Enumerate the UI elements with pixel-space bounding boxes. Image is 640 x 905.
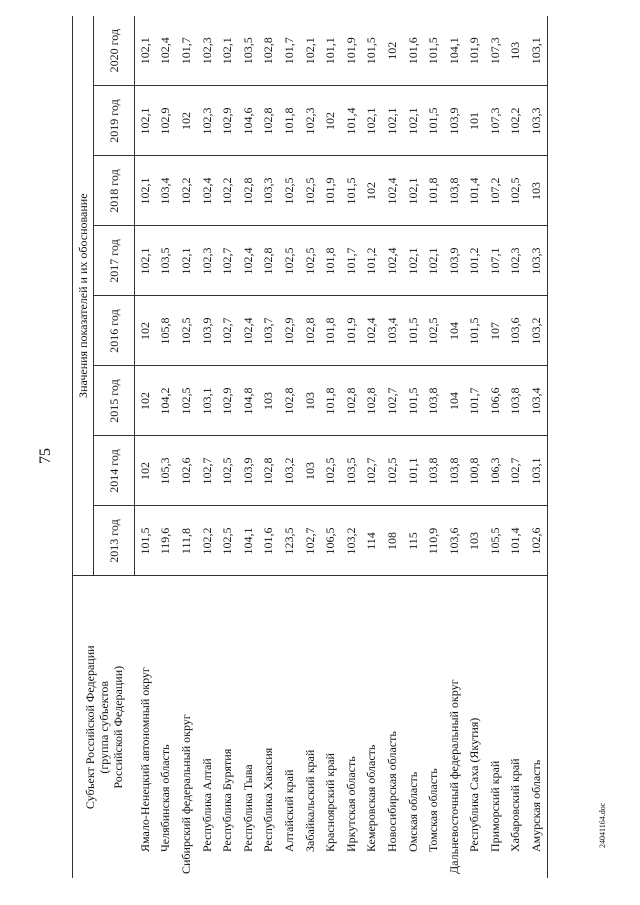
value-cell: 102,4 [362, 296, 383, 366]
value-cell: 104,8 [238, 366, 259, 436]
value-cell: 102,5 [279, 156, 300, 226]
value-cell: 103,2 [279, 436, 300, 506]
value-cell: 102,7 [506, 436, 527, 506]
table-row [382, 16, 403, 878]
value-cell: 103,3 [259, 156, 280, 226]
value-cell: 101,5 [403, 296, 424, 366]
subject-header-line-3: Российской Федерации) [110, 665, 125, 789]
value-cell: 103,5 [341, 436, 362, 506]
value-cell: 101,5 [426, 37, 441, 65]
indicator-table [72, 16, 548, 878]
value-cell: 103 [259, 366, 280, 436]
year-header: 2019 год [94, 86, 135, 156]
year-header: 2016 год [94, 296, 135, 366]
value-cell: 103,2 [526, 296, 547, 366]
table-row [300, 16, 321, 878]
value-cell: 102,1 [137, 37, 152, 65]
value-cell: 101,7 [178, 37, 193, 65]
year-header: 2020 год [94, 16, 135, 86]
subject-name-cell: Алтайский край [279, 576, 300, 878]
subject-name-cell: Хабаровский край [506, 576, 527, 878]
value-cell: 102,6 [526, 506, 547, 576]
value-cell: 106,6 [485, 366, 506, 436]
value-cell: 123,5 [279, 506, 300, 576]
value-cell: 101,5 [423, 86, 444, 156]
value-cell: 102,5 [176, 296, 197, 366]
value-cell: 102,9 [156, 86, 177, 156]
value-cell: 102,5 [300, 156, 321, 226]
year-header: 2018 год [94, 156, 135, 226]
value-cell: 102,9 [217, 86, 238, 156]
value-cell: 102,4 [158, 37, 173, 65]
table-row [444, 16, 465, 878]
value-cell: 102,9 [279, 296, 300, 366]
table-row [279, 16, 300, 878]
table-row [506, 16, 527, 878]
value-cell: 104,1 [446, 37, 461, 65]
value-cell: 103,8 [444, 436, 465, 506]
value-cell: 103,9 [444, 226, 465, 296]
value-cell: 101,5 [341, 156, 362, 226]
value-cell: 104,1 [238, 506, 259, 576]
value-cell: 101,5 [465, 296, 486, 366]
value-cell: 101,7 [281, 37, 296, 65]
value-cell: 101,1 [323, 37, 338, 65]
value-cell: 102,5 [217, 506, 238, 576]
value-cell: 103,5 [240, 37, 255, 65]
value-cell: 102,2 [217, 156, 238, 226]
value-cell: 105,8 [156, 296, 177, 366]
value-cell: 101,8 [320, 366, 341, 436]
table-row [135, 16, 156, 878]
subject-header-line-2: (группа субъектов [96, 680, 111, 774]
value-cell: 107,3 [485, 86, 506, 156]
value-cell: 101,9 [341, 296, 362, 366]
value-cell: 102,4 [238, 296, 259, 366]
subject-name-cell: Ямало-Ненецкий автономный округ [135, 576, 156, 878]
value-cell: 101,5 [135, 506, 156, 576]
table-row [485, 16, 506, 878]
footer-filename: 24041164.doc [598, 802, 607, 848]
value-cell: 103,6 [506, 296, 527, 366]
subject-name-cell: Омская область [403, 576, 424, 878]
value-cell: 102,1 [403, 156, 424, 226]
subject-name-cell: Республика Тыва [238, 576, 259, 878]
header-row-1 [73, 16, 94, 878]
value-cell: 103 [526, 156, 547, 226]
subject-name-cell: Томская область [423, 576, 444, 878]
table-row [403, 16, 424, 878]
table-row [217, 16, 238, 878]
value-cell: 103,3 [526, 226, 547, 296]
value-cell: 102,5 [217, 436, 238, 506]
value-cell: 102,4 [382, 156, 403, 226]
value-cell: 102,7 [300, 506, 321, 576]
value-cell: 101,7 [465, 366, 486, 436]
value-cell: 102,8 [259, 226, 280, 296]
value-cell: 102,5 [320, 436, 341, 506]
value-cell: 103,8 [423, 366, 444, 436]
value-cell: 104 [444, 296, 465, 366]
value-cell: 104 [444, 366, 465, 436]
subject-name-cell: Приморский край [485, 576, 506, 878]
subject-name-cell: Республика Алтай [197, 576, 218, 878]
value-cell: 102,8 [261, 37, 276, 65]
value-cell: 103 [465, 506, 486, 576]
value-cell: 102,5 [279, 226, 300, 296]
value-cell: 102,2 [197, 506, 218, 576]
subject-name-cell: Кемеровская область [362, 576, 383, 878]
value-cell: 102,3 [197, 226, 218, 296]
value-cell: 102,2 [506, 86, 527, 156]
table-row [526, 16, 547, 878]
value-cell: 103,9 [197, 296, 218, 366]
rotated-table-container [72, 16, 552, 878]
value-cell: 103,1 [526, 16, 547, 86]
subject-name-cell: Республика Хакасия [259, 576, 280, 878]
value-cell: 102 [135, 366, 156, 436]
value-cell: 107,1 [485, 226, 506, 296]
table-row [156, 16, 177, 878]
value-cell: 102 [362, 156, 383, 226]
value-cell: 102 [320, 86, 341, 156]
value-cell: 107 [485, 296, 506, 366]
value-cell: 103,7 [259, 296, 280, 366]
value-cell: 101,5 [403, 366, 424, 436]
subject-name-cell: Республика Бурятия [217, 576, 238, 878]
subject-name-cell: Красноярский край [320, 576, 341, 878]
value-cell: 119,6 [156, 506, 177, 576]
value-cell: 102,2 [176, 156, 197, 226]
table-row [423, 16, 444, 878]
value-cell: 102,1 [403, 86, 424, 156]
value-cell: 103,6 [444, 506, 465, 576]
value-cell: 102,1 [135, 86, 156, 156]
value-cell: 101,2 [465, 226, 486, 296]
subject-name-cell: Республика Саха (Якутия) [465, 576, 486, 878]
year-header: 2015 год [94, 366, 135, 436]
value-cell: 103,1 [197, 366, 218, 436]
value-cell: 102,7 [362, 436, 383, 506]
value-cell: 102,1 [220, 37, 235, 65]
table-row [465, 16, 486, 878]
value-cell: 108 [382, 506, 403, 576]
value-cell: 102,1 [423, 226, 444, 296]
value-cell: 103,4 [382, 296, 403, 366]
value-cell: 103,4 [156, 156, 177, 226]
value-cell: 102,5 [506, 156, 527, 226]
value-cell: 103,8 [444, 156, 465, 226]
value-cell: 103,3 [526, 86, 547, 156]
value-cell: 103,9 [444, 86, 465, 156]
value-cell: 103,8 [506, 366, 527, 436]
value-cell: 101,2 [362, 226, 383, 296]
value-cell: 103,9 [238, 436, 259, 506]
value-cell: 102,5 [300, 226, 321, 296]
subject-name-cell: Челябинская область [156, 576, 177, 878]
value-cell: 111,8 [176, 506, 197, 576]
value-cell: 103 [508, 41, 523, 60]
value-cell: 101 [465, 86, 486, 156]
value-cell: 102,1 [302, 37, 317, 65]
year-header: 2013 год [94, 506, 135, 576]
table-body [135, 16, 548, 878]
value-cell: 101,4 [341, 86, 362, 156]
value-cell: 106,3 [485, 436, 506, 506]
subject-header [73, 576, 135, 878]
value-cell: 102,1 [362, 86, 383, 156]
value-cell: 102,8 [362, 366, 383, 436]
value-cell: 102,8 [300, 296, 321, 366]
value-cell: 101,6 [259, 506, 280, 576]
value-cell: 102,5 [176, 366, 197, 436]
table-row [238, 16, 259, 878]
table-row [341, 16, 362, 878]
value-cell: 101,8 [279, 86, 300, 156]
value-cell: 101,8 [423, 156, 444, 226]
value-cell: 107,3 [487, 37, 502, 65]
value-cell: 103,1 [526, 436, 547, 506]
value-cell: 101,9 [343, 37, 358, 65]
value-cell: 102,7 [217, 296, 238, 366]
value-cell: 102,7 [197, 436, 218, 506]
value-cell: 102,1 [382, 86, 403, 156]
year-header: 2017 год [94, 226, 135, 296]
value-cell: 102,8 [341, 366, 362, 436]
value-cell: 100,8 [465, 436, 486, 506]
value-cell: 102,8 [238, 156, 259, 226]
value-cell: 102,3 [300, 86, 321, 156]
value-cell: 101,1 [403, 436, 424, 506]
subject-header-line-1: Субъект Российской Федерации [82, 645, 97, 810]
value-cell: 103 [300, 366, 321, 436]
value-cell: 102,3 [199, 37, 214, 65]
value-cell: 102,1 [135, 156, 156, 226]
value-cell: 102,3 [197, 86, 218, 156]
table-row [197, 16, 218, 878]
value-cell: 102,9 [217, 366, 238, 436]
value-cell: 102,1 [135, 226, 156, 296]
value-cell: 102,7 [382, 366, 403, 436]
value-cell: 102,6 [176, 436, 197, 506]
value-cell: 101,9 [467, 37, 482, 65]
value-cell: 101,6 [405, 37, 420, 65]
value-cell: 106,5 [320, 506, 341, 576]
value-cell: 107,2 [485, 156, 506, 226]
values-header: Значения показателей и их обоснование [73, 16, 94, 576]
value-cell: 102,8 [279, 366, 300, 436]
value-cell: 101,8 [320, 226, 341, 296]
subject-name-cell: Амурская область [526, 576, 547, 878]
value-cell: 102 [135, 436, 156, 506]
value-cell: 102,4 [382, 226, 403, 296]
value-cell: 104,2 [156, 366, 177, 436]
value-cell: 101,9 [320, 156, 341, 226]
value-cell: 102,1 [176, 226, 197, 296]
value-cell: 102,4 [197, 156, 218, 226]
value-cell: 101,4 [506, 506, 527, 576]
value-cell: 103 [300, 436, 321, 506]
subject-name-cell: Забайкальский край [300, 576, 321, 878]
value-cell: 105,5 [485, 506, 506, 576]
value-cell: 102,5 [382, 436, 403, 506]
value-cell: 101,8 [320, 296, 341, 366]
table-row [176, 16, 197, 878]
value-cell: 102 [384, 41, 399, 60]
page-number: 75 [37, 448, 54, 464]
value-cell: 101,5 [364, 37, 379, 65]
value-cell: 102,5 [423, 296, 444, 366]
subject-name-cell: Новосибирская область [382, 576, 403, 878]
value-cell: 110,9 [423, 506, 444, 576]
subject-name-cell: Сибирский федеральный округ [176, 576, 197, 878]
value-cell: 102 [176, 86, 197, 156]
table-row [259, 16, 280, 878]
year-header: 2014 год [94, 436, 135, 506]
value-cell: 105,3 [156, 436, 177, 506]
subject-name-cell: Дальневосточный федеральный округ [444, 576, 465, 878]
value-cell: 103,2 [341, 506, 362, 576]
table-row [362, 16, 383, 878]
value-cell: 103,5 [156, 226, 177, 296]
value-cell: 102,8 [259, 86, 280, 156]
value-cell: 102,4 [238, 226, 259, 296]
value-cell: 102 [135, 296, 156, 366]
value-cell: 115 [403, 506, 424, 576]
subject-name-cell: Иркутская область [341, 576, 362, 878]
value-cell: 103,4 [526, 366, 547, 436]
table-row [320, 16, 341, 878]
value-cell: 101,7 [341, 226, 362, 296]
value-cell: 103,8 [423, 436, 444, 506]
value-cell: 102,7 [217, 226, 238, 296]
value-cell: 102,8 [259, 436, 280, 506]
value-cell: 104,6 [238, 86, 259, 156]
value-cell: 114 [362, 506, 383, 576]
value-cell: 101,4 [465, 156, 486, 226]
value-cell: 102,3 [506, 226, 527, 296]
value-cell: 102,1 [403, 226, 424, 296]
